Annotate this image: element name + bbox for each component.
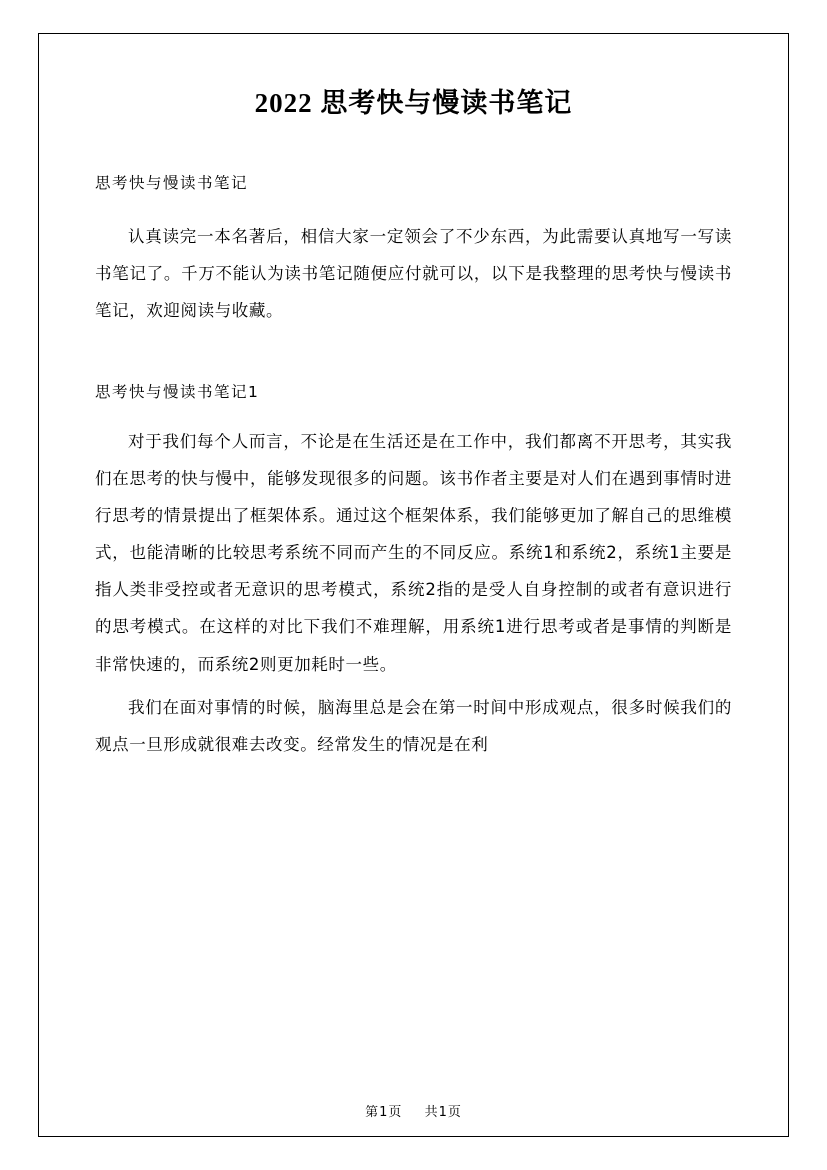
footer-current-page: 第1页 (365, 1105, 403, 1120)
footer-total-pages: 共1页 (424, 1105, 462, 1120)
body-paragraph-1: 对于我们每个人而言，不论是在生活还是在工作中，我们都离不开思考，其实我们在思考的快与慢中，能够发现很多的问题。该书作者主要是对人们在遇到事情时进行思考的情景提出了框架体系。通过这个框架体系，我们能够更加了解自己的思维模式，也能清晰的比较思考系统不同而产生的不同反应。系统1和系统2，系统1主要是指人类非受控或者无意识的思考模式，系统2指的是受人自身控制的或者有意识进行的思考模式。在这样的对比下我们不难理解，用系统1进行思考或者是事情的判断是非常快速的，而系统2则更加耗时一些。 (95, 431, 732, 674)
intro-paragraph: 认真读完一本名著后，相信大家一定领会了不少东西，为此需要认真地写一写读书笔记了。千万不能认为读书笔记随便应付就可以，以下是我整理的思考快与慢读书笔记，欢迎阅读与收藏。 (95, 226, 732, 320)
document-content (95, 85, 732, 769)
section-spacer (95, 335, 732, 379)
section-heading: 思考快与慢读书笔记1 (95, 382, 260, 401)
document-subtitle: 思考快与慢读书笔记 (95, 173, 249, 192)
page-footer (0, 1101, 827, 1120)
body-paragraph-2: 我们在面对事情的时候，脑海里总是会在第一时间中形成观点，很多时候我们的观点一旦形成就很难去改变。经常发生的情况是在利 (95, 697, 732, 754)
page-title: 2022 思考快与慢读书笔记 (254, 88, 573, 118)
